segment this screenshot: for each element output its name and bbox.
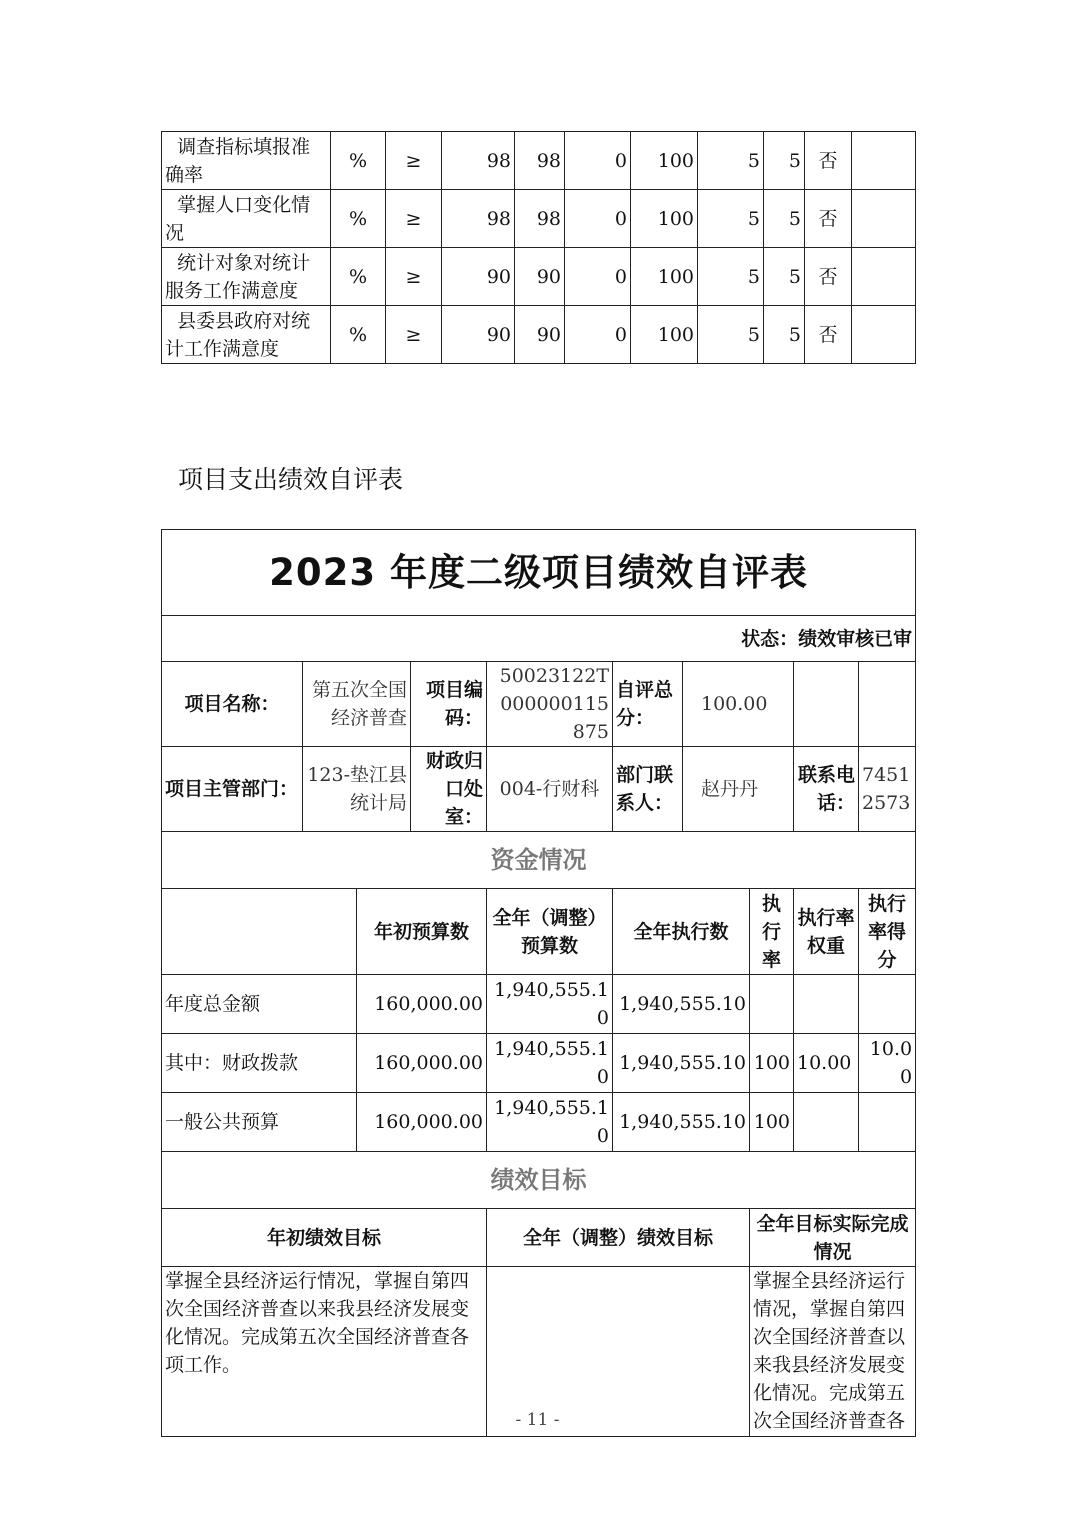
goals-header-adjusted: 全年（调整）绩效目标 [487,1209,750,1267]
rate-value: 100 [631,248,698,306]
operator-cell: ≥ [386,190,442,248]
indicator-row [162,306,916,364]
indicator-row [162,190,916,248]
empty-cell [794,662,859,747]
actual-value: 98 [515,132,565,190]
project-name-value: 第五次全国经济普查 [303,662,411,747]
weight-value: 5 [698,132,764,190]
note-cell [852,190,916,248]
funds-adjusted-value: 1,940,555.10 [487,1093,613,1152]
indicator-row [162,248,916,306]
target-value: 90 [442,306,515,364]
funds-rate-value [750,975,794,1034]
funds-row [162,1034,916,1093]
unit-cell: % [331,132,386,190]
rate-value: 100 [631,306,698,364]
funds-score-value: 10.00 [859,1034,916,1093]
indicator-row [162,132,916,190]
dept-value: 123-垫江县统计局 [303,747,411,832]
indicators-body [162,132,916,364]
funds-weight-value [794,975,859,1034]
unit-cell: % [331,190,386,248]
funds-weight-value: 10.00 [794,1034,859,1093]
goals-section-title: 绩效目标 [162,1152,916,1209]
indicator-name: 掌握人口变化情况 [162,190,331,248]
self-score-label: 自评总分： [613,662,683,747]
phone-value: 74512573 [859,747,916,832]
indicator-name: 统计对象对统计服务工作满意度 [162,248,331,306]
funds-executed-value: 1,940,555.10 [613,1093,750,1152]
funds-row-label: 一般公共预算 [162,1093,357,1152]
funds-executed-value: 1,940,555.10 [613,1034,750,1093]
section-heading: 项目支出绩效自评表 [178,465,404,494]
score-value: 5 [764,132,805,190]
evaluation-form [161,529,916,1437]
funds-initial-value: 160,000.00 [357,1034,487,1093]
funds-row [162,975,916,1034]
operator-cell: ≥ [386,306,442,364]
deviation-value: 0 [565,190,631,248]
funds-adjusted-value: 1,940,555.10 [487,1034,613,1093]
funds-row-label: 其中：财政拨款 [162,1034,357,1093]
flag-value: 否 [805,306,852,364]
score-value: 5 [764,306,805,364]
funds-rate-value: 100 [750,1034,794,1093]
funds-score-value [859,975,916,1034]
indicator-name: 调查指标填报准确率 [162,132,331,190]
page-number: - 11 - [515,1410,560,1430]
operator-cell: ≥ [386,248,442,306]
phone-label: 联系电话： [794,747,859,832]
self-score-value: 100.00 [683,662,794,747]
empty-cell [859,662,916,747]
flag-value: 否 [805,248,852,306]
indicator-name: 县委县政府对统计工作满意度 [162,306,331,364]
funds-row [162,1093,916,1152]
rate-value: 100 [631,190,698,248]
unit-cell: % [331,248,386,306]
unit-cell: % [331,306,386,364]
actual-value: 90 [515,248,565,306]
indicators-table [161,131,916,364]
funds-header-blank [162,889,357,975]
rate-value: 100 [631,132,698,190]
note-cell [852,306,916,364]
finance-office-value: 004-行财科 [487,747,613,832]
flag-value: 否 [805,190,852,248]
contact-label: 部门联系人： [613,747,683,832]
dept-label: 项目主管部门： [162,747,303,832]
finance-office-label: 财政归口处室： [411,747,487,832]
project-name-label: 项目名称： [162,662,303,747]
funds-initial-value: 160,000.00 [357,975,487,1034]
funds-header-score: 执行率得分 [859,889,916,975]
funds-adjusted-value: 1,940,555.10 [487,975,613,1034]
funds-weight-value [794,1093,859,1152]
goals-initial-text: 掌握全县经济运行情况，掌握自第四次全国经济普查以来我县经济发展变化情况。完成第五次全国经济普查各项工作。 [162,1267,487,1437]
funds-header-executed: 全年执行数 [613,889,750,975]
deviation-value: 0 [565,306,631,364]
form-title: 2023 年度二级项目绩效自评表 [162,530,916,616]
funds-score-value [859,1093,916,1152]
flag-value: 否 [805,132,852,190]
weight-value: 5 [698,306,764,364]
funds-section-title: 资金情况 [162,832,916,889]
weight-value: 5 [698,190,764,248]
note-cell [852,248,916,306]
target-value: 98 [442,190,515,248]
operator-cell: ≥ [386,132,442,190]
actual-value: 98 [515,190,565,248]
funds-rate-value: 100 [750,1093,794,1152]
goals-header-actual: 全年目标实际完成情况 [750,1209,916,1267]
status-text: 状态：绩效审核已审 [162,616,916,662]
funds-body [162,975,916,1152]
goals-header-initial: 年初绩效目标 [162,1209,487,1267]
funds-header-initial: 年初预算数 [357,889,487,975]
funds-header-adjusted: 全年（调整）预算数 [487,889,613,975]
note-cell [852,132,916,190]
project-code-value: 50023122T000000115875 [487,662,613,747]
score-value: 5 [764,248,805,306]
target-value: 90 [442,248,515,306]
funds-initial-value: 160,000.00 [357,1093,487,1152]
weight-value: 5 [698,248,764,306]
project-code-label: 项目编码： [411,662,487,747]
contact-value: 赵丹丹 [683,747,794,832]
funds-header-rate: 执行率 [750,889,794,975]
funds-row-label: 年度总金额 [162,975,357,1034]
goals-actual-text: 掌握全县经济运行情况，掌握自第四次全国经济普查以来我县经济发展变化情况。完成第五次全国经济普查各 [750,1267,916,1437]
deviation-value: 0 [565,132,631,190]
funds-header-weight: 执行率权重 [794,889,859,975]
deviation-value: 0 [565,248,631,306]
target-value: 98 [442,132,515,190]
actual-value: 90 [515,306,565,364]
score-value: 5 [764,190,805,248]
funds-executed-value: 1,940,555.10 [613,975,750,1034]
